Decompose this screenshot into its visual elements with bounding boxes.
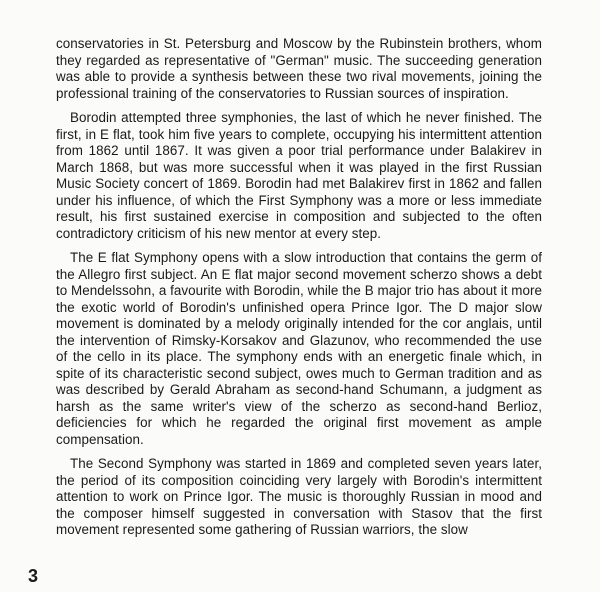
paragraph-3: The E flat Symphony opens with a slow introduction that contains the germ of the Allegro first subject. An E flat major second movement scherzo shows a debt to Mendelssohn, a favourite with Borodin, while the B major trio has about it more the exotic world of Borodin's unfinished opera Prince Igor. The D major slow movement is dominated by a melody originally intended for the cor anglais, until the intervention of Rimsky-Korsakov and Glazunov, who recommended the use of the cello in its place. The symphony ends with an energetic finale which, in spite of its characteristic second subject, owes much to German tradition and as was described by Gerald Abraham as second-hand Schumann, a judgment as harsh as the same writer's view of the scherzo as second-hand Berlioz, deficiencies for which he regarded the original first movement as ample compensation. [56, 250, 542, 447]
paragraph-1: conservatories in St. Petersburg and Moscow by the Rubinstein brothers, whom they regarded as representative of "German" music. The succeeding generation was able to provide a synthesis between these two rival movements, joining the professional training of the conservatories to Russian sources of inspiration. [56, 36, 542, 101]
paragraph-2: Borodin attempted three symphonies, the last of which he never finished. The first, in E flat, took him five years to complete, occupying his intermittent attention from 1862 until 1867. It was given a poor trial performance under Balakirev in March 1868, but was more successful when it was played in the first Russian Music Society concert of 1869. Borodin had met Balakirev first in 1862 and fallen under his influence, of which the First Symphony was a more or less immediate result, his first sustained exercise in composition and subjected to the often contradictory criticism of his new mentor at every step. [56, 110, 542, 241]
body-text [56, 36, 542, 539]
paragraph-4: The Second Symphony was started in 1869 and completed seven years later, the period of its composition coinciding very largely with Borodin's intermittent attention to work on Prince Igor. The music is thoroughly Russian in mood and the composer himself suggested in conversation with Stasov that the first movement represented some gathering of Russian warriors, the slow [56, 456, 542, 537]
page-number: 3 [28, 566, 39, 586]
